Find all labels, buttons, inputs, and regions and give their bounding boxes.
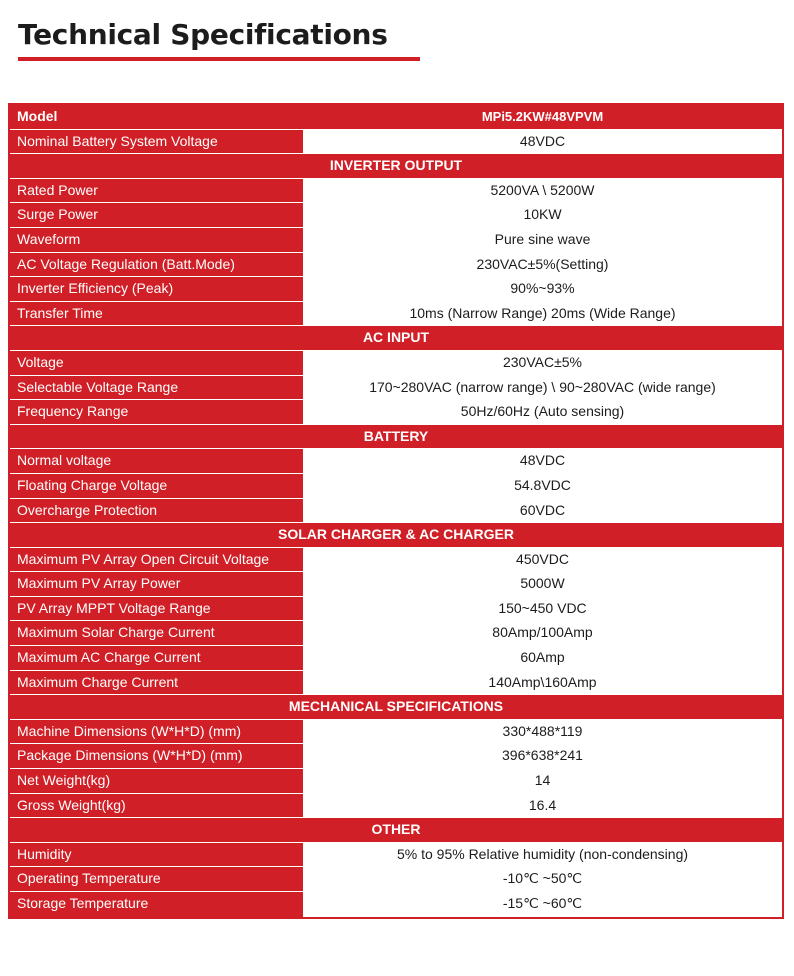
- spec-label: Voltage: [10, 351, 302, 375]
- spec-row: [10, 646, 782, 671]
- spec-row: [10, 449, 782, 474]
- spec-value: 90%~93%: [302, 277, 782, 301]
- section-header: [10, 695, 782, 720]
- spec-label: Maximum Solar Charge Current: [10, 621, 302, 645]
- spec-row: [10, 548, 782, 573]
- spec-label: Operating Temperature: [10, 867, 302, 891]
- spec-row: [10, 720, 782, 745]
- section-title: AC INPUT: [362, 329, 430, 346]
- model-label: Model: [10, 105, 302, 129]
- spec-value: 60Amp: [302, 646, 782, 670]
- spec-row: [10, 621, 782, 646]
- spec-value: 14: [302, 769, 782, 793]
- title-block: [18, 18, 420, 61]
- spec-value: 50Hz/60Hz (Auto sensing): [302, 400, 782, 424]
- spec-label: Humidity: [10, 843, 302, 867]
- spec-row: [10, 597, 782, 622]
- spec-row: [10, 130, 782, 155]
- section-header: [10, 523, 782, 548]
- spec-label: Storage Temperature: [10, 892, 302, 917]
- spec-row: [10, 351, 782, 376]
- spec-row: [10, 277, 782, 302]
- spec-row: [10, 499, 782, 524]
- section-header: [10, 818, 782, 843]
- section-title: INVERTER OUTPUT: [329, 157, 463, 174]
- spec-label: Transfer Time: [10, 302, 302, 326]
- spec-row: [10, 769, 782, 794]
- section-header: [10, 326, 782, 351]
- spec-value: 16.4: [302, 794, 782, 818]
- spec-row: [10, 302, 782, 327]
- spec-row: [10, 376, 782, 401]
- spec-label: Normal voltage: [10, 449, 302, 473]
- spec-value: 330*488*119: [302, 720, 782, 744]
- spec-label: Maximum PV Array Power: [10, 572, 302, 596]
- spec-label: Package Dimensions (W*H*D) (mm): [10, 744, 302, 768]
- spec-value: 10ms (Narrow Range) 20ms (Wide Range): [302, 302, 782, 326]
- title-underline: [18, 57, 420, 61]
- section-title: MECHANICAL SPECIFICATIONS: [288, 698, 504, 715]
- spec-row: [10, 400, 782, 425]
- spec-value: 230VAC±5%: [302, 351, 782, 375]
- spec-value: 48VDC: [302, 130, 782, 154]
- spec-label: Maximum PV Array Open Circuit Voltage: [10, 548, 302, 572]
- spec-label: Rated Power: [10, 179, 302, 203]
- spec-value: 5% to 95% Relative humidity (non-condensing): [302, 843, 782, 867]
- spec-label: Net Weight(kg): [10, 769, 302, 793]
- model-value: MPi5.2KW#48VPVM: [302, 105, 782, 129]
- section-title: OTHER: [371, 821, 421, 838]
- spec-value: 140Amp\160Amp: [302, 671, 782, 695]
- spec-label: Maximum AC Charge Current: [10, 646, 302, 670]
- spec-label: AC Voltage Regulation (Batt.Mode): [10, 253, 302, 277]
- spec-value: 48VDC: [302, 449, 782, 473]
- spec-value: -10℃ ~50℃: [302, 867, 782, 891]
- spec-label: Waveform: [10, 228, 302, 252]
- spec-value: 170~280VAC (narrow range) \ 90~280VAC (wide range): [302, 376, 782, 400]
- spec-table: [8, 103, 784, 919]
- spec-value: 450VDC: [302, 548, 782, 572]
- spec-row: [10, 474, 782, 499]
- spec-label: Inverter Efficiency (Peak): [10, 277, 302, 301]
- spec-value: 230VAC±5%(Setting): [302, 253, 782, 277]
- spec-row: [10, 843, 782, 868]
- spec-value: 54.8VDC: [302, 474, 782, 498]
- spec-value: -15℃ ~60℃: [302, 892, 782, 917]
- spec-label: Floating Charge Voltage: [10, 474, 302, 498]
- spec-row: [10, 228, 782, 253]
- spec-row: [10, 572, 782, 597]
- section-header: [10, 425, 782, 450]
- spec-row: [10, 179, 782, 204]
- spec-row: [10, 744, 782, 769]
- spec-value: 10KW: [302, 203, 782, 227]
- spec-row: [10, 253, 782, 278]
- spec-label: Surge Power: [10, 203, 302, 227]
- spec-label: Maximum Charge Current: [10, 671, 302, 695]
- spec-label: PV Array MPPT Voltage Range: [10, 597, 302, 621]
- spec-row: [10, 203, 782, 228]
- model-row: [10, 105, 782, 130]
- spec-label: Frequency Range: [10, 400, 302, 424]
- spec-row: [10, 892, 782, 917]
- spec-value: 150~450 VDC: [302, 597, 782, 621]
- section-title: BATTERY: [363, 427, 429, 444]
- spec-label: Machine Dimensions (W*H*D) (mm): [10, 720, 302, 744]
- spec-label: Gross Weight(kg): [10, 794, 302, 818]
- spec-row: [10, 794, 782, 819]
- spec-row: [10, 671, 782, 696]
- spec-label: Overcharge Protection: [10, 499, 302, 523]
- page-title: Technical Specifications: [18, 18, 388, 51]
- section-title: SOLAR CHARGER & AC CHARGER: [278, 526, 514, 543]
- section-header: [10, 154, 782, 179]
- spec-label: Nominal Battery System Voltage: [10, 130, 302, 154]
- spec-value: 396*638*241: [302, 744, 782, 768]
- spec-value: 5200VA \ 5200W: [302, 179, 782, 203]
- spec-value: Pure sine wave: [302, 228, 782, 252]
- spec-label: Selectable Voltage Range: [10, 376, 302, 400]
- spec-value: 80Amp/100Amp: [302, 621, 782, 645]
- spec-value: 5000W: [302, 572, 782, 596]
- spec-row: [10, 867, 782, 892]
- spec-value: 60VDC: [302, 499, 782, 523]
